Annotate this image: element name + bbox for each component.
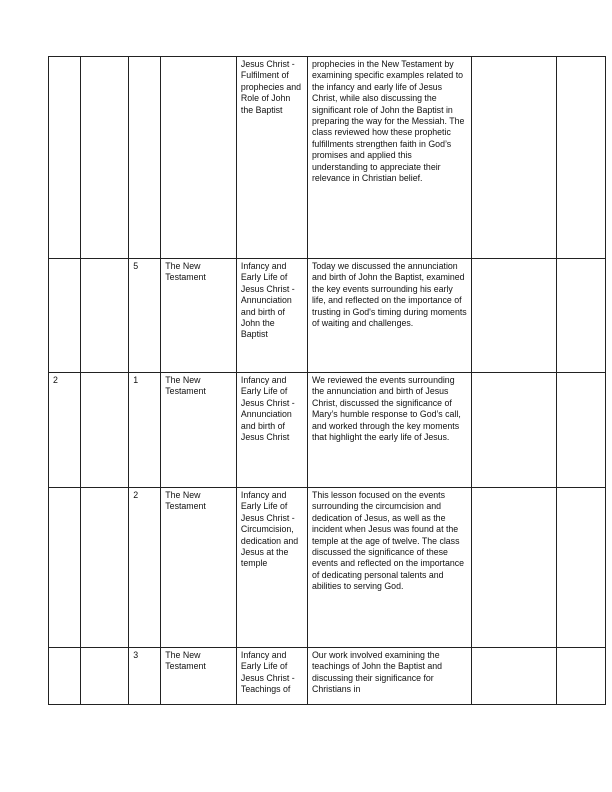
- strand-cell: The New Testament: [161, 373, 237, 488]
- blank-cell: [471, 648, 556, 705]
- summary-cell: Our work involved examining the teachings of John the Baptist and discussing their significance for Christians in: [307, 648, 471, 705]
- lesson-cell: 2: [129, 488, 161, 648]
- week-cell: [49, 259, 81, 373]
- table-row: [49, 648, 606, 705]
- lesson-cell: 3: [129, 648, 161, 705]
- strand-cell: The New Testament: [161, 488, 237, 648]
- table-row: [49, 373, 606, 488]
- lesson-cell: 5: [129, 259, 161, 373]
- sub-strand-cell: Infancy and Early Life of Jesus Christ - Annunciation and birth of John the Baptist: [236, 259, 307, 373]
- week-cell: [49, 648, 81, 705]
- sub-strand-cell: Infancy and Early Life of Jesus Christ - Annunciation and birth of Jesus Christ: [236, 373, 307, 488]
- summary-cell: This lesson focused on the events surrounding the circumcision and dedication of Jesus, as well as the incident when Jesus was found at the temple at the age of twelve. The class discussed the significance of these events and reflected on the importance of dedicating personal talents and abilities to serving God.: [307, 488, 471, 648]
- blank-cell: [556, 488, 605, 648]
- summary-cell: We reviewed the events surrounding the annunciation and birth of Jesus Christ, discussed the significance of Mary’s humble response to God’s call, and worked through the key moments that highlight the early life of Jesus.: [307, 373, 471, 488]
- sub-strand-cell: Jesus Christ - Fulfilment of prophecies and Role of John the Baptist: [236, 57, 307, 259]
- blank-cell: [81, 259, 129, 373]
- summary-cell: Today we discussed the annunciation and birth of John the Baptist, examined the key events surrounding his early life, and reflected on the importance of trusting in God's timing during moments of waiting and challenges.: [307, 259, 471, 373]
- strand-cell: The New Testament: [161, 259, 237, 373]
- blank-cell: [471, 488, 556, 648]
- strand-cell: The New Testament: [161, 648, 237, 705]
- blank-cell: [471, 57, 556, 259]
- blank-cell: [81, 373, 129, 488]
- sub-strand-cell: Infancy and Early Life of Jesus Christ - Teachings of: [236, 648, 307, 705]
- blank-cell: [471, 373, 556, 488]
- summary-cell: prophecies in the New Testament by examining specific examples related to the infancy and early life of Jesus Christ, while also discussing the significant role of John the Baptist in preparing the way for the Messiah. The class reviewed how these prophetic fulfillments strengthen faith in God’s promises and applied this understanding to appreciate their relevance in Christian belief.: [307, 57, 471, 259]
- table-row: [49, 488, 606, 648]
- lesson-cell: 1: [129, 373, 161, 488]
- blank-cell: [81, 648, 129, 705]
- blank-cell: [556, 259, 605, 373]
- strand-cell: [161, 57, 237, 259]
- blank-cell: [556, 648, 605, 705]
- lesson-records-table: [48, 56, 606, 705]
- sub-strand-cell: Infancy and Early Life of Jesus Christ - Circumcision, dedication and Jesus at the temple: [236, 488, 307, 648]
- table-row: [49, 57, 606, 259]
- blank-cell: [556, 373, 605, 488]
- week-cell: [49, 488, 81, 648]
- blank-cell: [81, 488, 129, 648]
- lesson-cell: [129, 57, 161, 259]
- blank-cell: [471, 259, 556, 373]
- blank-cell: [81, 57, 129, 259]
- week-cell: [49, 57, 81, 259]
- blank-cell: [556, 57, 605, 259]
- table-row: [49, 259, 606, 373]
- week-cell: 2: [49, 373, 81, 488]
